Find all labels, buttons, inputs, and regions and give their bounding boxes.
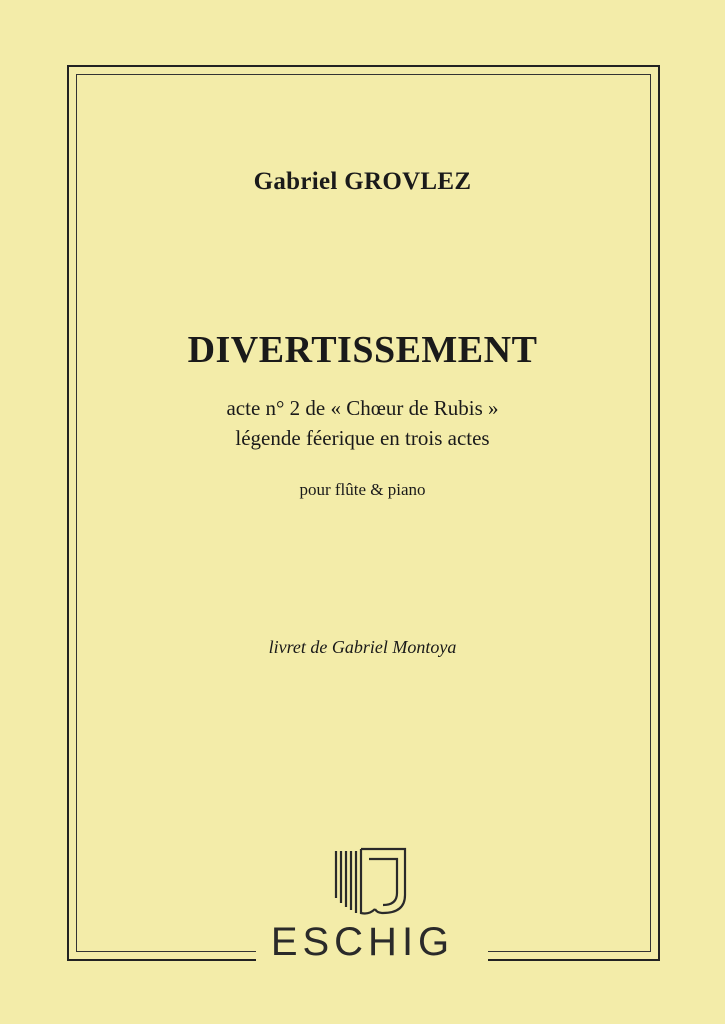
subtitle-legend: légende féerique en trois actes <box>235 426 490 450</box>
eschig-logo-icon <box>331 843 411 918</box>
publisher-name: ESCHIG <box>270 920 455 964</box>
composer-name: Gabriel GROVLEZ <box>253 168 472 195</box>
inner-border-frame <box>76 74 651 952</box>
work-title: DIVERTISSEMENT <box>187 329 538 371</box>
subtitle-act: acte n° 2 de « Chœur de Rubis » <box>226 396 499 420</box>
instrumentation: pour flûte & piano <box>299 480 426 499</box>
librettist-credit: livret de Gabriel Montoya <box>268 637 457 657</box>
